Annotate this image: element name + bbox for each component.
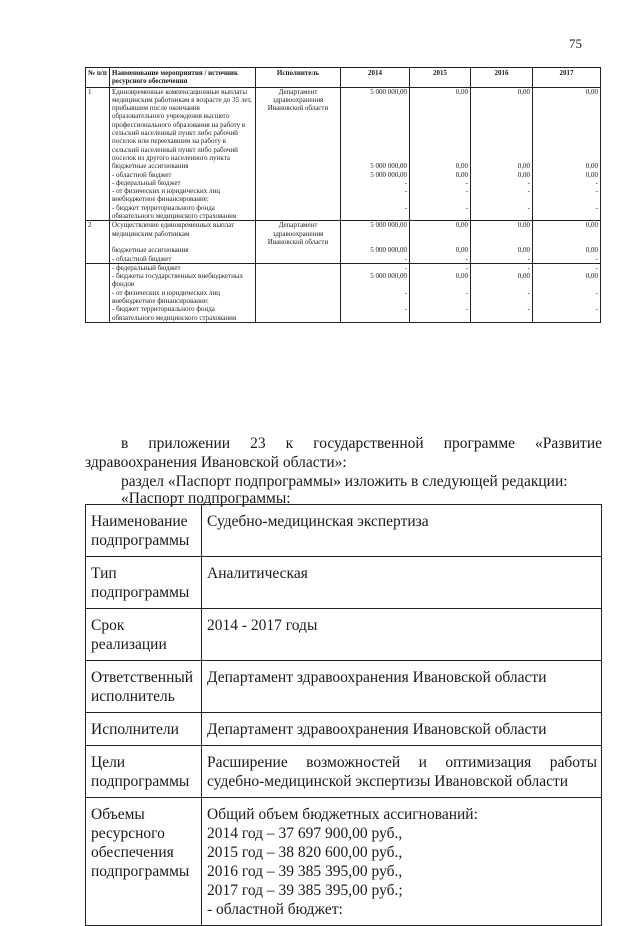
header-number: № п/п <box>86 68 110 88</box>
table-row <box>86 255 601 264</box>
row-value-2015: - <box>410 255 471 264</box>
passport-label: Срок реализации <box>86 609 202 661</box>
row-value-2014: 5 000 000,00 <box>341 221 410 246</box>
row-value-2017: 0,00 <box>533 246 601 254</box>
passport-row <box>86 746 602 798</box>
passport-value-line: Департамент здравоохранения Ивановской области <box>207 669 547 686</box>
row-value-2015: - <box>410 289 471 306</box>
passport-value <box>202 713 602 746</box>
row-executor <box>256 246 341 254</box>
table-row <box>86 305 601 322</box>
row-value-2017: - <box>533 305 601 322</box>
passport-value <box>202 746 602 798</box>
passport-row <box>86 505 602 557</box>
row-value-2017: - <box>533 204 601 221</box>
row-value-2017: - <box>533 187 601 204</box>
row-value-2014: 5 000 000,00 <box>341 87 410 162</box>
row-value-2017: 0,00 <box>533 162 601 170</box>
row-value-2015: 0,00 <box>410 272 471 289</box>
passport-value-line: Аналитическая <box>207 565 308 582</box>
passport-label: Тип подпрограммы <box>86 557 202 609</box>
row-value-2017: 0,00 <box>533 171 601 179</box>
passport-value-line: 2015 год – 38 820 600,00 руб., <box>207 844 403 861</box>
row-value-2014: 5 000 000,00 <box>341 272 410 289</box>
passport-value-line: Расширение возможностей и оптимизация работы судебно-медицинской экспертизы Ивановской области <box>207 754 597 790</box>
row-value-2016: 0,00 <box>471 171 533 179</box>
row-number <box>86 263 110 272</box>
row-value-2015: - <box>410 263 471 272</box>
passport-value-line: Общий объем бюджетных ассигнований: <box>207 806 478 823</box>
passport-label: Ответственный исполнитель <box>86 661 202 713</box>
passport-value <box>202 609 602 661</box>
header-name: Наименование мероприятия / источник ресурсного обеспечения <box>110 68 256 88</box>
row-value-2015: 0,00 <box>410 162 471 170</box>
row-number: 2 <box>86 221 110 246</box>
row-value-2017: 0,00 <box>533 272 601 289</box>
table-row <box>86 87 601 162</box>
row-value-2014: - <box>341 179 410 187</box>
header-2014: 2014 <box>341 68 410 88</box>
passport-label: Цели подпрограммы <box>86 746 202 798</box>
passport-value-line: 2017 год – 39 385 395,00 руб.; <box>207 882 403 899</box>
page-number: 75 <box>569 36 582 51</box>
row-name: - областной бюджет <box>110 171 256 179</box>
passport-table-body <box>86 505 602 926</box>
passport-row <box>86 557 602 609</box>
row-value-2014: - <box>341 204 410 221</box>
row-executor <box>256 187 341 204</box>
row-value-2015: - <box>410 187 471 204</box>
passport-label: Исполнители <box>86 713 202 746</box>
row-value-2014: 5 000 000,00 <box>341 162 410 170</box>
row-value-2016: - <box>471 187 533 204</box>
passport-row <box>86 609 602 661</box>
row-value-2014: - <box>341 255 410 264</box>
row-name: - бюджеты государственных внебюджетных фондов <box>110 272 256 289</box>
row-value-2014: - <box>341 305 410 322</box>
row-number: 1 <box>86 87 110 162</box>
row-number <box>86 171 110 179</box>
passport-heading: «Паспорт подпрограммы: <box>121 490 291 507</box>
table-row <box>86 246 601 254</box>
row-value-2016: - <box>471 179 533 187</box>
table-row <box>86 289 601 306</box>
row-executor <box>256 263 341 272</box>
header-2015: 2015 <box>410 68 471 88</box>
row-number <box>86 187 110 204</box>
row-value-2016: - <box>471 204 533 221</box>
passport-value-line: 2016 год – 39 385 395,00 руб., <box>207 863 403 880</box>
row-executor <box>256 179 341 187</box>
passport-value <box>202 505 602 557</box>
row-executor <box>256 272 341 289</box>
row-name: - бюджет территориального фонда обязательного медицинского страхования <box>110 305 256 322</box>
row-number <box>86 162 110 170</box>
row-number <box>86 305 110 322</box>
table-row <box>86 272 601 289</box>
header-2017: 2017 <box>533 68 601 88</box>
passport-table <box>85 504 602 926</box>
header-executor: Исполнитель <box>256 68 341 88</box>
amendment-paragraph: в приложении 23 к государственной программе «Развитие здравоохранения Ивановской области»: <box>85 435 602 471</box>
row-number <box>86 272 110 289</box>
passport-label: Объемы ресурсного обеспечения подпрограммы <box>86 798 202 926</box>
row-value-2016: 0,00 <box>471 221 533 246</box>
passport-value-line: Судебно-медицинская экспертиза <box>207 513 429 530</box>
row-value-2014: 5 000 000,00 <box>341 171 410 179</box>
budget-table-body <box>86 87 601 322</box>
row-executor <box>256 289 341 306</box>
row-value-2017: 0,00 <box>533 87 601 162</box>
row-value-2015: 0,00 <box>410 171 471 179</box>
row-executor: Департамент здравоохранения Ивановской области <box>256 87 341 162</box>
section-instruction: раздел «Паспорт подпрограммы» изложить в следующей редакции: <box>121 473 568 490</box>
row-value-2016: - <box>471 255 533 264</box>
row-executor <box>256 171 341 179</box>
row-name: Осуществление единовременных выплат медицинским работникам <box>110 221 256 246</box>
row-value-2016: - <box>471 263 533 272</box>
passport-row <box>86 713 602 746</box>
passport-value <box>202 798 602 926</box>
table-row <box>86 204 601 221</box>
row-executor <box>256 255 341 264</box>
budget-header-row <box>86 68 601 88</box>
row-executor: Департамент здравоохранения Ивановской области <box>256 221 341 246</box>
row-value-2016: 0,00 <box>471 272 533 289</box>
table-row <box>86 263 601 272</box>
passport-row <box>86 661 602 713</box>
row-value-2014: - <box>341 263 410 272</box>
passport-value-line: - областной бюджет: <box>207 901 343 918</box>
row-value-2017: - <box>533 179 601 187</box>
row-value-2015: - <box>410 179 471 187</box>
row-value-2014: - <box>341 289 410 306</box>
table-row <box>86 179 601 187</box>
row-value-2016: 0,00 <box>471 162 533 170</box>
row-value-2016: - <box>471 289 533 306</box>
row-number <box>86 289 110 306</box>
row-value-2015: - <box>410 305 471 322</box>
passport-label: Наименование подпрограммы <box>86 505 202 557</box>
header-2016: 2016 <box>471 68 533 88</box>
row-value-2014: - <box>341 187 410 204</box>
row-value-2016: 0,00 <box>471 246 533 254</box>
budget-table <box>85 67 601 323</box>
table-row <box>86 221 601 246</box>
passport-value <box>202 557 602 609</box>
row-value-2015: 0,00 <box>410 246 471 254</box>
passport-value-line: 2014 год – 37 697 900,00 руб., <box>207 825 403 842</box>
row-name: - федеральный бюджет <box>110 263 256 272</box>
row-value-2015: 0,00 <box>410 87 471 162</box>
row-number <box>86 255 110 264</box>
row-number <box>86 179 110 187</box>
row-name: - от физических и юридических лиц внебюджетное финансирование: <box>110 289 256 306</box>
row-name: Единовременные компенсационные выплаты медицинским работникам в возрасте до 35 лет, прибывшим после окончания образовательного учреждения высшего профессионального образования на работу в сельский населенный пункт либо рабочий поселок или переехавшим на работу в сельский населенный пункт либо рабочий поселок из другого населенного пункта <box>110 87 256 162</box>
row-value-2017: - <box>533 263 601 272</box>
row-value-2016: - <box>471 305 533 322</box>
passport-value <box>202 661 602 713</box>
passport-value-line: Департамент здравоохранения Ивановской области <box>207 721 547 738</box>
row-number <box>86 204 110 221</box>
row-name: бюджетные ассигнования <box>110 162 256 170</box>
passport-row <box>86 798 602 926</box>
row-executor <box>256 162 341 170</box>
table-row <box>86 187 601 204</box>
row-value-2015: - <box>410 204 471 221</box>
table-row <box>86 162 601 170</box>
row-executor <box>256 305 341 322</box>
row-value-2017: - <box>533 255 601 264</box>
row-name: - областной бюджет <box>110 255 256 264</box>
row-value-2015: 0,00 <box>410 221 471 246</box>
row-value-2014: 5 000 000,00 <box>341 246 410 254</box>
row-value-2017: 0,00 <box>533 221 601 246</box>
table-row <box>86 171 601 179</box>
row-executor <box>256 204 341 221</box>
row-value-2017: - <box>533 289 601 306</box>
passport-value-line: 2014 - 2017 годы <box>207 617 318 634</box>
row-name: - бюджет территориального фонда обязательного медицинского страхования <box>110 204 256 221</box>
row-name: - федеральный бюджет <box>110 179 256 187</box>
row-name: - от физических и юридических лиц внебюджетное финансирование: <box>110 187 256 204</box>
row-number <box>86 246 110 254</box>
row-name: бюджетные ассигнования <box>110 246 256 254</box>
row-value-2016: 0,00 <box>471 87 533 162</box>
